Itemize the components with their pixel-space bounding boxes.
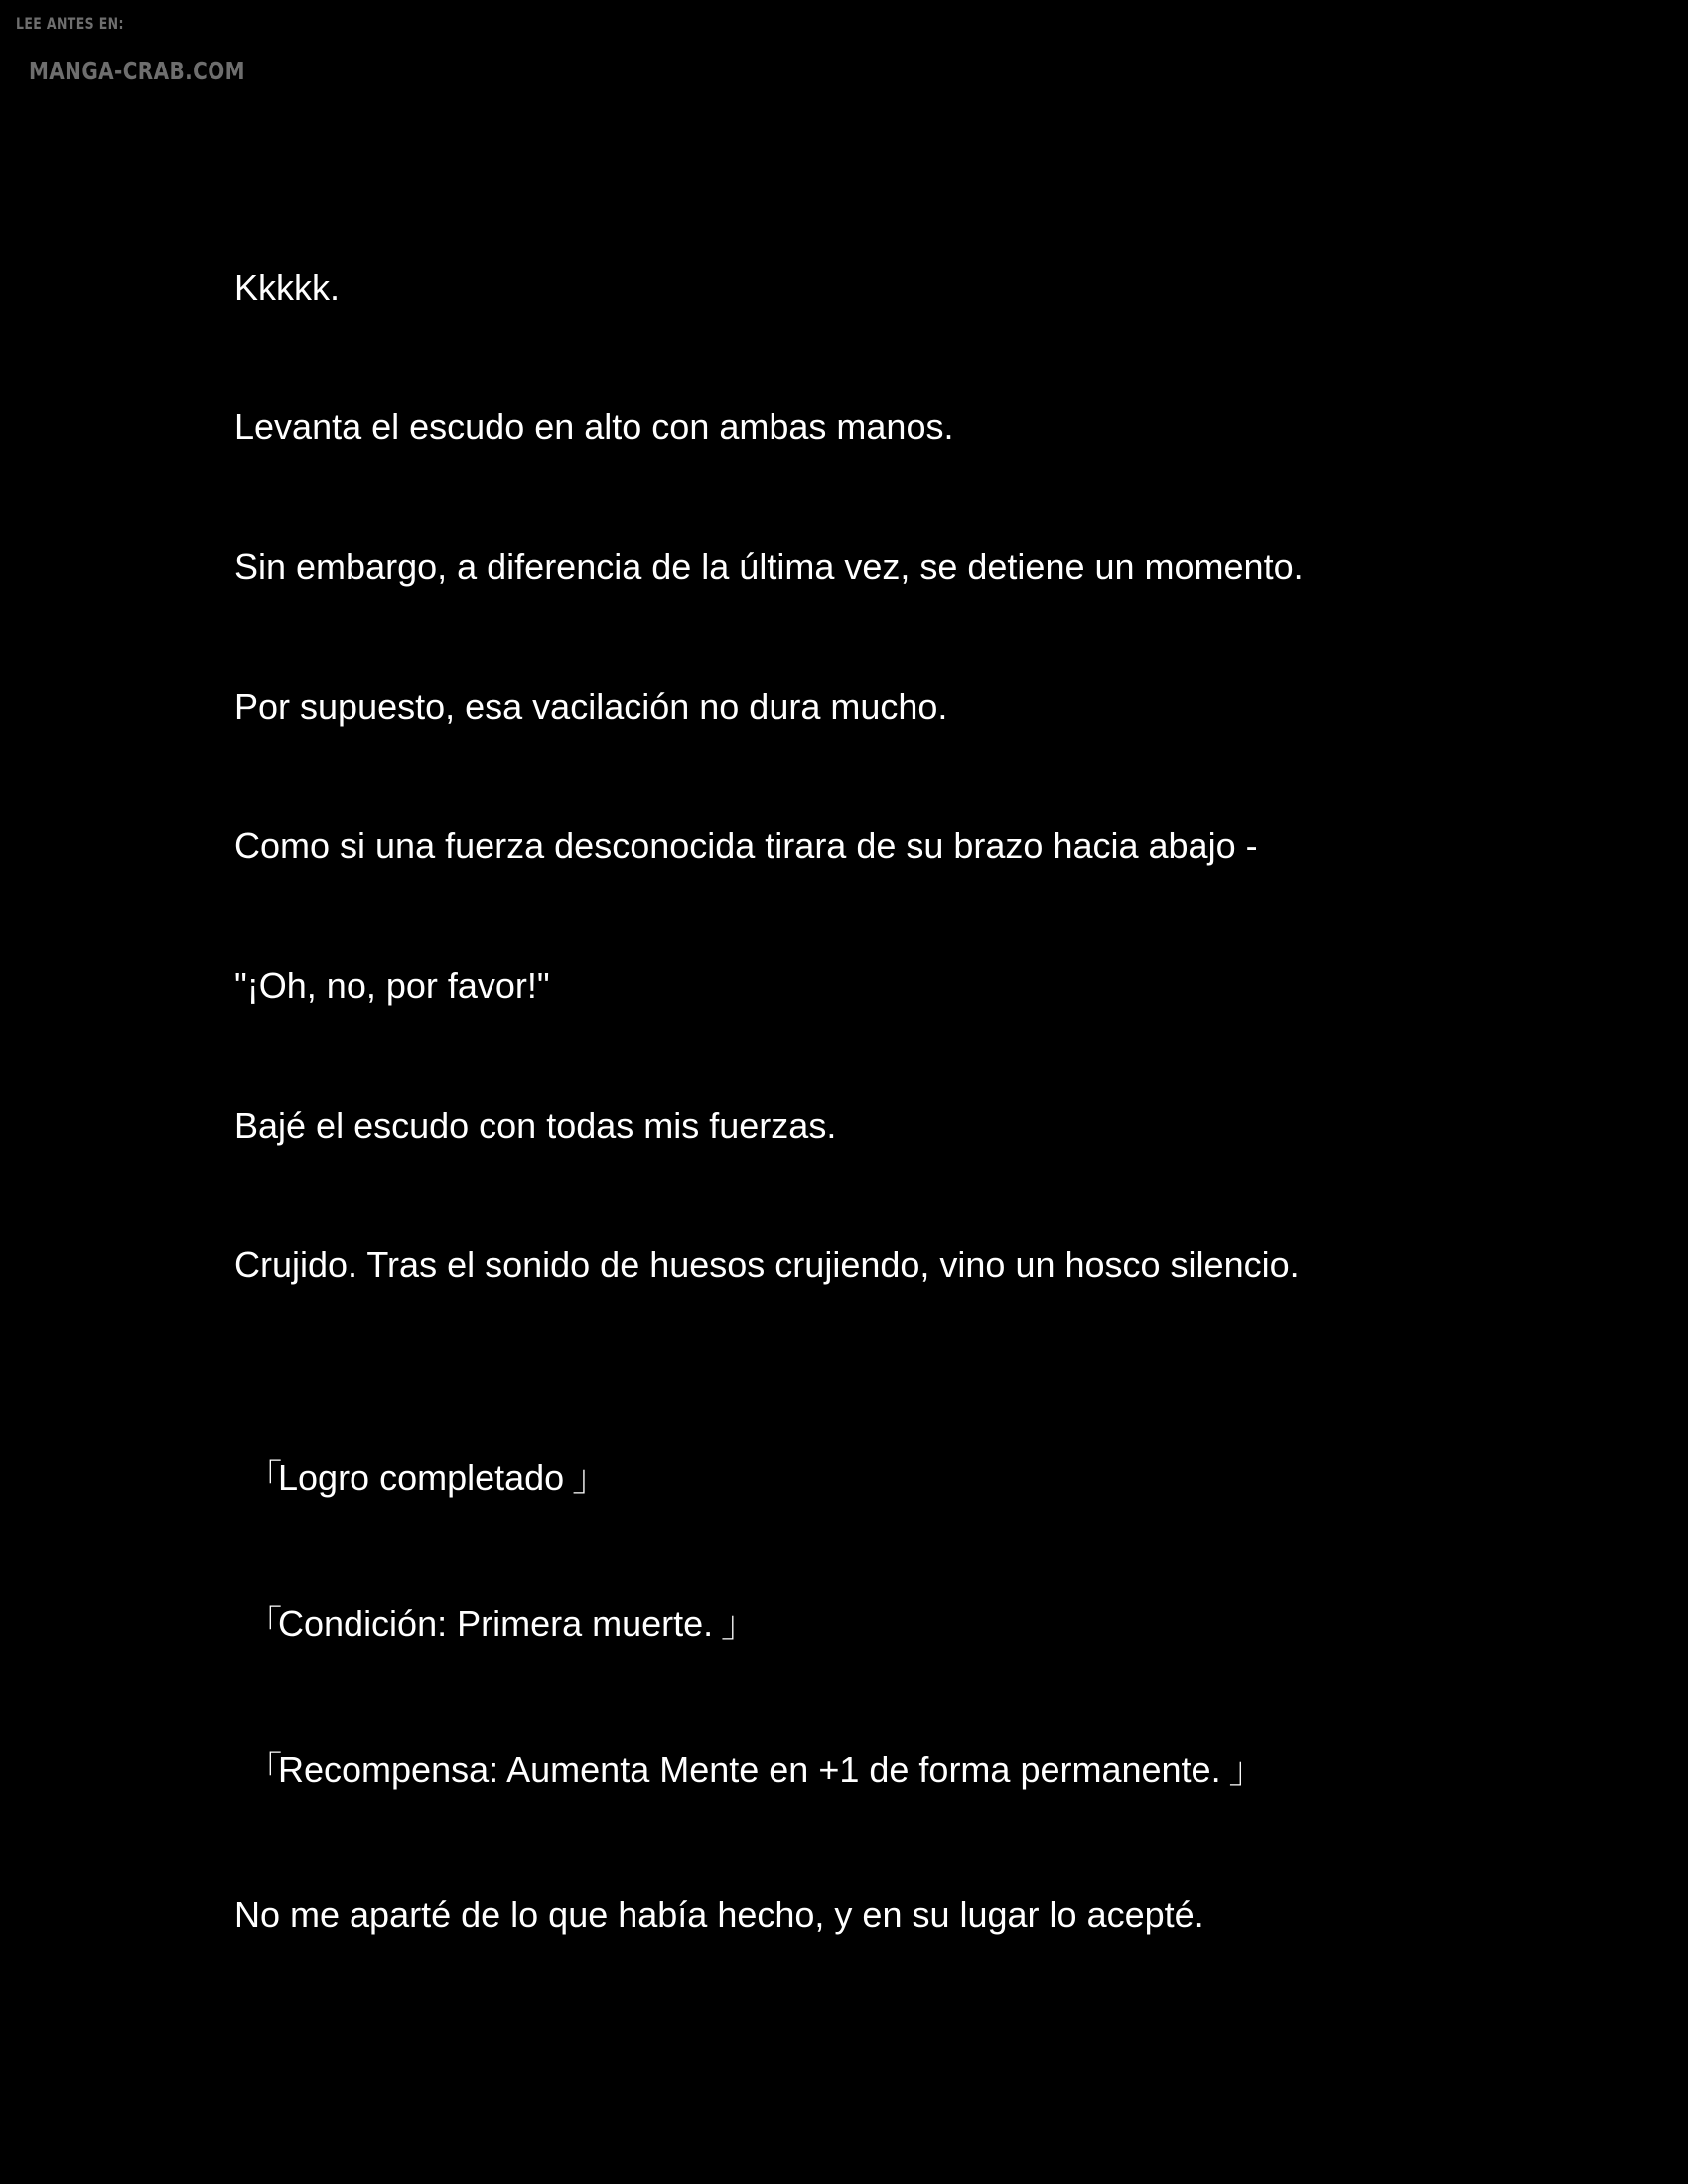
system-message-text: Logro completado [278,1457,565,1498]
close-bracket: 」 [1228,1749,1265,1790]
open-bracket: 「 [246,1749,283,1790]
close-bracket: 」 [721,1603,758,1644]
story-paragraph: Como si una fuerza desconocida tirara de su brazo hacia abajo - [234,825,1258,866]
story-paragraph: Levanta el escudo en alto con ambas manos. [234,406,954,447]
open-bracket: 「 [246,1457,283,1498]
story-paragraph: Por supuesto, esa vacilación no dura mucho. [234,686,948,727]
story-paragraph: Bajé el escudo con todas mis fuerzas. [234,1105,837,1146]
open-bracket: 「 [246,1603,283,1644]
story-closing-paragraph: No me aparté de lo que había hecho, y en su lugar lo acepté. [234,1894,1204,1935]
system-message-reward [246,1748,1265,1792]
system-message-text: Recompensa: Aumenta Mente en +1 de forma permanente. [278,1749,1221,1790]
system-message-condition [246,1602,757,1646]
close-bracket: 」 [572,1457,609,1498]
story-paragraph: Crujido. Tras el sonido de huesos crujiendo, vino un hosco silencio. [234,1244,1300,1285]
system-message-text: Condición: Primera muerte. [278,1603,714,1644]
story-paragraph: Kkkkk. [234,267,341,308]
system-message-achievement [246,1456,608,1500]
story-dialogue: "¡Oh, no, por favor!" [234,965,550,1006]
watermark-site: MANGA-CRAB.COM [29,57,245,85]
story-paragraph: Sin embargo, a diferencia de la última vez, se detiene un momento. [234,546,1304,587]
watermark-label: LEE ANTES EN: [16,14,124,33]
